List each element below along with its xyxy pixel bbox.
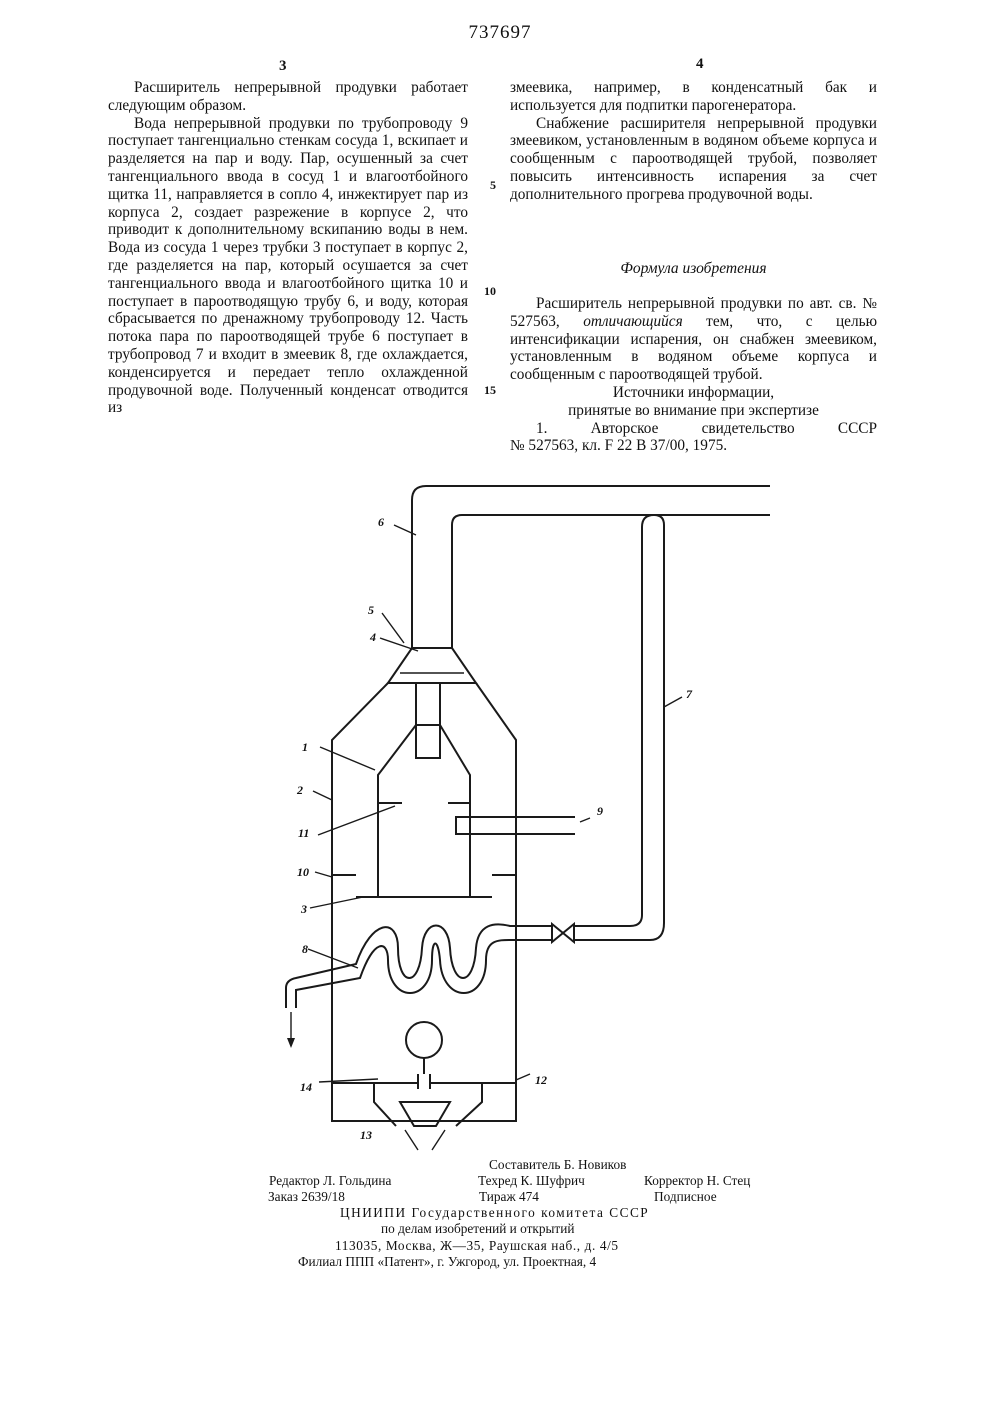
label-8: 8 bbox=[302, 942, 308, 956]
label-12: 12 bbox=[535, 1073, 547, 1087]
steam-outlet-pipe-outer bbox=[412, 486, 770, 648]
nozzle-neck bbox=[416, 725, 440, 758]
level-gauge bbox=[406, 1022, 442, 1058]
right-continuation: змеевика, например, в конденсатный бак и используется для подпитки парогенератора. bbox=[510, 79, 877, 114]
label-7: 7 bbox=[686, 687, 692, 701]
claim-after: тем, что, с целью интенсификации испарения, он снабжен змеевиком, установленным в водяном объеме корпуса и сообщенным с пароотводящей трубой. bbox=[510, 312, 877, 384]
label-4: 4 bbox=[370, 630, 376, 644]
steam-line-7 bbox=[452, 515, 770, 940]
label-5: 5 bbox=[368, 603, 374, 617]
formula-heading: Формула изобретения bbox=[620, 260, 767, 277]
footer-branch: Филиал ППП «Патент», г. Ужгород, ул. Проектная, 4 bbox=[298, 1254, 597, 1269]
label-14: 14 bbox=[300, 1080, 312, 1094]
expander-diagram bbox=[270, 478, 780, 1158]
patent-number: 737697 bbox=[468, 22, 532, 43]
footer-institute: ЦНИИПИ Государственного комитета СССР bbox=[340, 1205, 650, 1220]
right-column bbox=[510, 79, 877, 204]
label-9: 9 bbox=[597, 804, 603, 818]
claim bbox=[510, 295, 877, 455]
footer-address: 113035, Москва, Ж—35, Раушская наб., д. 4/5 bbox=[335, 1238, 619, 1253]
line-number-15: 15 bbox=[484, 383, 496, 397]
sources-heading-2: принятые во внимание при экспертизе bbox=[568, 401, 819, 419]
label-1: 1 bbox=[302, 740, 308, 754]
footer-composer: Составитель Б. Новиков bbox=[489, 1157, 627, 1172]
label-3: 3 bbox=[301, 902, 307, 916]
left-column bbox=[108, 79, 468, 417]
coil-8-outer bbox=[286, 924, 552, 1008]
claim-italic: отличающийся bbox=[583, 312, 683, 330]
left-paragraph-2: Вода непрерывной продувки по трубопроводу 9 поступает тангенциально стенкам сосуда 1, вскипает и разделяется на пар и воду. Пар, осушенный за счет тангенциального ввода в сосуд 1 и влагоотбойного щитка 11, направляется в сопло 4, инжектирует пар из корпуса 2, создает разрежение в корпусе 2, что приводит к дополнительному вскипанию воды в нем. Вода из сосуда 1 через трубки 3 поступает в корпус 2, где разделяется на пар, который осушается за счет тангенциального ввода и влагоотбойного щитка 10 и поступает в пароотводящую трубу 6, и воду, которая сбрасывается по дренажному трубопроводу 12. Часть потока пара по пароотводящей трубе 6 поступает в трубопровод 7 и входит в змеевик 8, где охлаждается, конденсируется и передает тепло охлажденной продувочной воде. Полученный конденсат отводится из bbox=[108, 114, 468, 417]
nozzle-5 bbox=[388, 648, 476, 683]
footer-order: Заказ 2639/18 bbox=[268, 1189, 345, 1204]
footer-techred: Техред К. Шуфрич bbox=[478, 1173, 585, 1188]
claim-before: Расширитель непрерывной продувки по авт. св. № 527563, bbox=[510, 295, 877, 330]
footer-affairs: по делам изобретений и открытий bbox=[381, 1221, 575, 1236]
right-column-number: 4 bbox=[696, 56, 704, 72]
label-13: 13 bbox=[360, 1128, 372, 1142]
sources-heading-1: Источники информации, bbox=[612, 383, 775, 401]
footer-subscription: Подписное bbox=[654, 1189, 717, 1204]
line-number-5: 5 bbox=[490, 178, 496, 192]
drain-valve-13 bbox=[400, 1102, 450, 1126]
nozzle-tube-4 bbox=[416, 683, 440, 725]
footer-editor: Редактор Л. Гольдина bbox=[269, 1173, 392, 1188]
housing-2 bbox=[332, 683, 516, 1121]
right-paragraph-2: Снабжение расширителя непрерывной продувки змеевиком, установленным в водяном объеме корпуса и сообщенным с пароотводящей трубой, позволяет повысить интенсивность испарения за счет дополнительного прогрева продувочной воды. bbox=[510, 114, 877, 203]
label-2: 2 bbox=[297, 783, 303, 797]
source-line-1: 1. Авторское свидетельство СССР bbox=[536, 419, 877, 437]
left-paragraph-1: Расширитель непрерывной продувки работает следующим образом. bbox=[108, 79, 468, 114]
label-10: 10 bbox=[297, 865, 309, 879]
coil-8-inner bbox=[296, 940, 552, 1008]
footer-circulation: Тираж 474 bbox=[479, 1189, 539, 1204]
footer-corrector: Корректор Н. Стец bbox=[644, 1173, 751, 1188]
line-number-10: 10 bbox=[484, 284, 496, 298]
label-6: 6 bbox=[378, 515, 384, 529]
valve bbox=[552, 924, 574, 942]
label-11: 11 bbox=[298, 826, 310, 840]
vessel-1 bbox=[378, 725, 470, 897]
left-column-number: 3 bbox=[279, 58, 287, 74]
source-line-2: № 527563, кл. F 22 В 37/00, 1975. bbox=[510, 437, 728, 455]
